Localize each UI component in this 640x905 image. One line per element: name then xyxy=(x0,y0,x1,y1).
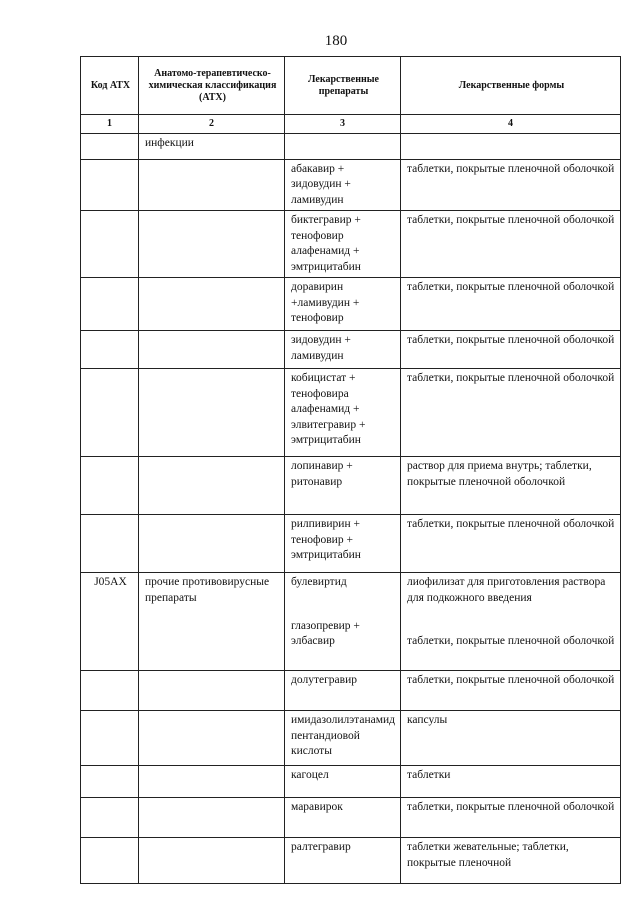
drug-name: ралтегравир xyxy=(285,838,401,884)
atx-classification xyxy=(139,211,285,278)
drug-name: зидовудин + ламивудин xyxy=(285,331,401,369)
drug-name: булевиртид xyxy=(291,576,347,588)
table-row xyxy=(81,369,621,457)
form-cell xyxy=(401,573,621,671)
atx-code xyxy=(81,515,139,573)
drug-name: биктегравир + тенофовир алафенамид + эмтрицитабин xyxy=(285,211,401,278)
atx-code xyxy=(81,278,139,331)
table-row xyxy=(81,838,621,884)
atx-classification xyxy=(139,798,285,838)
page-number: 180 xyxy=(324,33,348,49)
column-number: 2 xyxy=(139,115,285,134)
header-row xyxy=(81,57,621,115)
dosage-form: таблетки, покрытые пленочной оболочкой xyxy=(401,159,621,211)
spacer xyxy=(291,591,396,619)
atx-classification xyxy=(139,457,285,515)
dosage-form: капсулы xyxy=(401,711,621,766)
drug-name: лопинавир + ритонавир xyxy=(285,457,401,515)
column-number: 1 xyxy=(81,115,139,134)
drug-name: кагоцел xyxy=(285,766,401,798)
dosage-form xyxy=(401,133,621,159)
atx-classification xyxy=(139,331,285,369)
table-row xyxy=(81,133,621,159)
dosage-form: таблетки, покрытые пленочной оболочкой xyxy=(401,211,621,278)
atx-code xyxy=(81,766,139,798)
drug-name: имидазолилэтанамид пентандиовой кислоты xyxy=(285,711,401,766)
dosage-form: таблетки, покрытые пленочной оболочкой xyxy=(401,798,621,838)
atx-code xyxy=(81,211,139,278)
dosage-form: таблетки, покрытые пленочной оболочкой xyxy=(401,331,621,369)
column-number-row xyxy=(81,115,621,134)
header-classification: Анатомо-терапевтическо-химическая классификация (АТХ) xyxy=(139,57,285,115)
drug-name: долутегравир xyxy=(285,671,401,711)
drug-name: кобицистат + тенофовира алафенамид + элвитегравир + эмтрицитабин xyxy=(285,369,401,457)
drug-name: рилпивирин + тенофовир + эмтрицитабин xyxy=(285,515,401,573)
atx-code xyxy=(81,331,139,369)
table-row xyxy=(81,798,621,838)
column-number: 3 xyxy=(285,115,401,134)
spacer xyxy=(407,606,616,634)
header-code: Код АТХ xyxy=(81,57,139,115)
drug-name: маравирок xyxy=(285,798,401,838)
table-row xyxy=(81,573,621,671)
atx-classification xyxy=(139,838,285,884)
dosage-form: таблетки, покрытые пленочной оболочкой xyxy=(407,635,615,647)
header-forms: Лекарственные формы xyxy=(401,57,621,115)
dosage-form: таблетки, покрытые пленочной оболочкой xyxy=(401,515,621,573)
atx-classification xyxy=(139,671,285,711)
dosage-form: таблетки жевательные; таблетки, покрытые пленочной xyxy=(401,838,621,884)
atx-code xyxy=(81,457,139,515)
atx-classification: инфекции xyxy=(139,133,285,159)
atx-classification xyxy=(139,159,285,211)
table-row xyxy=(81,331,621,369)
drug-name: доравирин +ламивудин + тенофовир xyxy=(285,278,401,331)
dosage-form: лиофилизат для приготовления раствора для подкожного введения xyxy=(407,576,606,604)
atx-classification xyxy=(139,278,285,331)
atx-classification: прочие противовирусные препараты xyxy=(139,573,285,671)
atx-code xyxy=(81,671,139,711)
atx-code xyxy=(81,159,139,211)
atx-code xyxy=(81,711,139,766)
dosage-form: таблетки xyxy=(401,766,621,798)
atx-classification xyxy=(139,766,285,798)
atx-code xyxy=(81,838,139,884)
table-row xyxy=(81,671,621,711)
atx-code: J05AX xyxy=(81,573,139,671)
atx-classification xyxy=(139,515,285,573)
dosage-form: раствор для приема внутрь; таблетки, покрытые пленочной оболочкой xyxy=(401,457,621,515)
header-drugs: Лекарственные препараты xyxy=(285,57,401,115)
table-row xyxy=(81,159,621,211)
dosage-form: таблетки, покрытые пленочной оболочкой xyxy=(401,369,621,457)
table-row xyxy=(81,457,621,515)
table-row xyxy=(81,766,621,798)
column-number: 4 xyxy=(401,115,621,134)
drug-name: абакавир + зидовудин + ламивудин xyxy=(285,159,401,211)
table-row xyxy=(81,711,621,766)
table-row xyxy=(81,278,621,331)
dosage-form: таблетки, покрытые пленочной оболочкой xyxy=(401,671,621,711)
drug-name: глазопревир + элбасвир xyxy=(291,619,360,647)
table-row xyxy=(81,211,621,278)
atx-code xyxy=(81,798,139,838)
atx-classification xyxy=(139,711,285,766)
drug-cell xyxy=(285,573,401,671)
atx-table xyxy=(80,56,621,884)
dosage-form: таблетки, покрытые пленочной оболочкой xyxy=(401,278,621,331)
atx-code xyxy=(81,133,139,159)
drug-name xyxy=(285,133,401,159)
atx-classification xyxy=(139,369,285,457)
table-row xyxy=(81,515,621,573)
atx-code xyxy=(81,369,139,457)
